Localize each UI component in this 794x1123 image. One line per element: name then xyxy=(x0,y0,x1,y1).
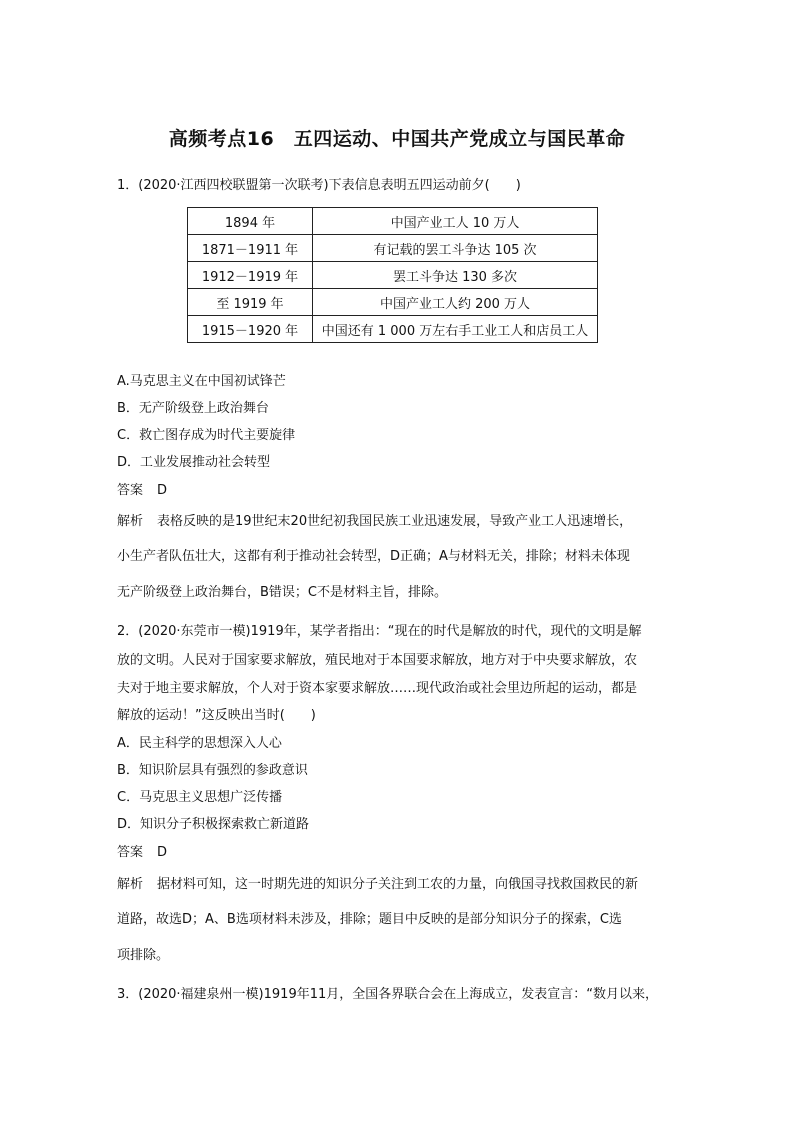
table-cell: 罢工斗争达 130 多次 xyxy=(313,262,598,289)
question-2-analysis-line: 道路，故选D；A、B选项材料未涉及，排除；题目中反映的是部分知识分子的探索，C选 xyxy=(117,912,622,927)
table-cell: 1871－1911 年 xyxy=(188,235,313,262)
table-cell: 中国还有 1 000 万左右手工业工人和店员工人 xyxy=(313,316,598,343)
table-cell: 1912－1919 年 xyxy=(188,262,313,289)
question-1-table xyxy=(187,207,598,343)
answer-label: 答案 xyxy=(117,483,144,498)
analysis-text: 表格反映的是19世纪末20世纪初我国民族工业迅速发展，导致产业工人迅速增长， xyxy=(157,514,633,529)
question-2-option-d: D．知识分子积极探索救亡新道路 xyxy=(117,817,310,832)
question-1-answer xyxy=(117,481,682,501)
table-row xyxy=(188,316,598,343)
question-2-stem-line: 2．(2020·东莞市一模)1919年，某学者指出：“现在的时代是解放的时代，现代的文明是解 xyxy=(117,624,642,639)
question-2-stem-line: 夫对于地主要求解放，个人对于资本家要求解放……现代政治或社会里边所起的运动，都是 xyxy=(117,681,638,696)
question-3-stem: 3．(2020·福建泉州一模)1919年11月，全国各界联合会在上海成立，发表宣言：“数月以来， xyxy=(117,987,658,1002)
page-title: 高频考点16 五四运动、中国共产党成立与国民革命 xyxy=(168,128,626,150)
table-row xyxy=(188,289,598,316)
question-1-analysis-line xyxy=(117,512,682,532)
question-1-stem: 1．(2020·江西四校联盟第一次联考)下表信息表明五四运动前夕( ) xyxy=(117,178,521,193)
question-2-answer xyxy=(117,843,682,863)
table-cell: 中国产业工人约 200 万人 xyxy=(313,289,598,316)
table-cell: 有记载的罢工斗争达 105 次 xyxy=(313,235,598,262)
question-2-option-b: B．知识阶层具有强烈的参政意识 xyxy=(117,763,308,778)
question-2-analysis-line: 项排除。 xyxy=(117,948,170,963)
question-1-option-c: C．救亡图存成为时代主要旋律 xyxy=(117,428,296,443)
question-1-option-d: D．工业发展推动社会转型 xyxy=(117,455,271,470)
question-1-analysis-line: 小生产者队伍壮大，这都有利于推动社会转型，D正确；A与材料无关，排除；材料未体现 xyxy=(117,549,630,564)
question-1-option-a: A.马克思主义在中国初试锋芒 xyxy=(117,374,286,389)
question-2-analysis-line xyxy=(117,875,682,895)
table-cell: 中国产业工人 10 万人 xyxy=(313,208,598,235)
analysis-text: 据材料可知，这一时期先进的知识分子关注到工农的力量，向俄国寻找救国救民的新 xyxy=(157,877,639,892)
answer-label: 答案 xyxy=(117,845,144,860)
analysis-label: 解析 xyxy=(117,514,144,529)
question-2-stem-line: 解放的运动！”这反映出当时( ) xyxy=(117,708,316,723)
question-2-option-c: C．马克思主义思想广泛传播 xyxy=(117,790,283,805)
table-cell: 至 1919 年 xyxy=(188,289,313,316)
question-2-option-a: A．民主科学的思想深入人心 xyxy=(117,736,282,751)
question-2-stem-line: 放的文明。人民对于国家要求解放，殖民地对于本国要求解放，地方对于中央要求解放，农 xyxy=(117,653,638,668)
table-row xyxy=(188,208,598,235)
table-cell: 1915－1920 年 xyxy=(188,316,313,343)
question-1-option-b: B．无产阶级登上政治舞台 xyxy=(117,401,269,416)
table-row xyxy=(188,235,598,262)
analysis-label: 解析 xyxy=(117,877,144,892)
answer-value: D xyxy=(157,845,168,860)
table-row xyxy=(188,262,598,289)
question-1-analysis-line: 无产阶级登上政治舞台，B错误；C不是材料主旨，排除。 xyxy=(117,585,447,600)
table-cell: 1894 年 xyxy=(188,208,313,235)
answer-value: D xyxy=(157,483,168,498)
